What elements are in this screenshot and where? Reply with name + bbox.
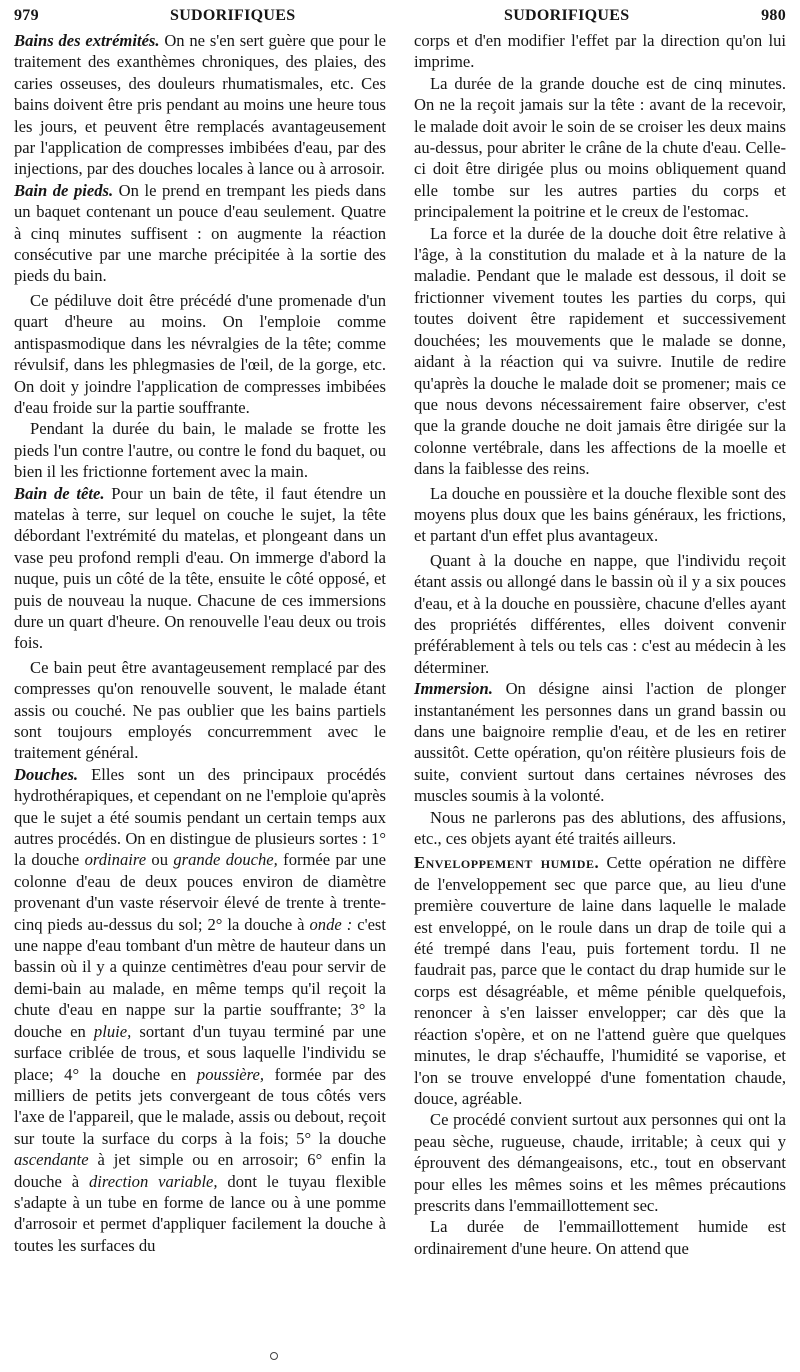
emphasis: pluie,	[93, 1021, 132, 1041]
section-lead: Bain de tête.	[14, 483, 105, 503]
paragraph-enveloppement	[414, 852, 786, 1109]
emphasis: poussière,	[196, 1064, 265, 1084]
paragraph-text: On ne s'en sert guère que pour le traitement des exanthèmes chroniques, des plaies, des caries osseuses, des douleurs rhumatismales, etc. Ces bains doivent être pris pendant au moins une heure tous les jours, et peuvent être remplacés avantageusement par l'application de compresses imbibées d'eau, par des injections, par des douches locales à lance ou à arrosoir.	[14, 31, 386, 179]
paragraph-text: La durée de l'emmaillottement humide est ordinairement d'une heure. On attend que	[414, 1217, 786, 1258]
paragraph-text: formée par des milliers de petits jets convergeant de tous côtés vers l'axe de l'appareil, que le malade, assis ou debout, reçoit sur toute la surface du corps à la fois; 5° la douche	[14, 1064, 386, 1148]
paragraph-text: Nous ne parlerons pas des ablutions, des affusions, etc., ces objets ayant été traités ailleurs.	[414, 807, 786, 849]
section-lead: Immersion.	[414, 679, 493, 699]
paragraph-douches	[14, 764, 386, 1256]
paragraph-text: c'est une nappe d'eau tombant d'un mètre de hauteur dans un bassin où il y a quinze centimètres d'eau pour servir de demi-bain au malade, en même temps qu'il reçoit la chute d'eau en nappe sur la partie souffrante; 3° la douche en	[14, 914, 386, 1041]
paragraph-text: On le prend en trempant les pieds dans un baquet contenant un pouce d'eau seulement. Quatre à cinq minutes suffisent : on augmente la réaction consécutive par une marche précipitée à la sortie des pieds du bain.	[14, 180, 386, 286]
paragraph-force-duree	[414, 223, 786, 480]
paragraph-text: La force et la durée de la douche doit être relative à l'âge, à la constitution du malade et à la nature de la maladie. Pendant que le malade est dessous, il doit se frictionner vivement toutes les parties du corps, qui toutes doivent être rapidement et successivement douchées; les mouvements que le malade se donne, aidant à la réaction qui va suivre. Inutile de redire qu'après la douche le malade doit se promener; mais ce que nous devons nécessairement faire observer, c'est que la grande douche ne doit jamais être dirigée sur la colonne vertébrale, dans les affections de la moelle et dans la faiblesse des reins.	[414, 223, 786, 479]
emphasis: direction variable,	[88, 1171, 218, 1191]
paragraph-pendant-bain	[14, 418, 386, 482]
running-title-right: SUDORIFIQUES	[504, 7, 630, 24]
paragraph-text: Cette opération ne diffère de l'enveloppement sec que parce que, au lieu d'une première couverture de laine dans laquelle le malade est enveloppé, on le roule dans un drap de toile qui a été trempé dans l'eau, puis fortement tordu. Il ne faudrait pas, parce que le contact du drap humide sur le corps est désagréable, et même pénible quelquefois, renoncer à s'en laisser envelopper; car dès que la réaction s'opère, et on ne l'attend guère que quelques minutes, le drap s'échauffe, l'humidité se vaporise, et l'on se trouve enveloppé d'une fomentation chaude, douce, agréable.	[414, 853, 786, 1108]
emphasis: onde :	[309, 914, 353, 934]
emphasis: grande douche,	[173, 850, 278, 870]
left-column	[14, 30, 386, 1256]
running-title-left: SUDORIFIQUES	[170, 7, 296, 24]
section-lead: Bains des extrémités.	[14, 31, 160, 50]
paragraph-text: Ce bain peut être avantageusement remplacé par des compresses qu'on renouvelle souvent, le malade étant assis ou couché. Ne pas oublier que les bains partiels sont toujours employés concurremment avec le traitement général.	[14, 657, 386, 763]
paragraph-procede	[414, 1109, 786, 1216]
paragraph-text: Ce procédé convient surtout aux personnes qui ont la peau sèche, rugueuse, chaude, irritable; à ceux qui y éprouvent des démangeaisons, etc., tout en observant pour elles les mêmes soins et les mêmes précautions prescrits dans l'emmaillottement sec.	[414, 1110, 786, 1215]
page-number-left: 979	[14, 7, 39, 24]
section-lead: Bain de pieds.	[14, 180, 114, 200]
paragraph-text: Elles sont un des principaux procédés hydrothérapiques, et cependant on ne l'emploie qu'après que le sujet a été soumis pendant un certain temps aux autres procédés. On en distingue de plusieurs sortes : 1° la douche	[14, 764, 386, 870]
paragraph-bain-de-tete	[14, 483, 386, 654]
paragraph-text: sortant d'un tuyau terminé par une surface criblée de trous, et sous laquelle l'individu se place; 4° la douche en	[14, 1021, 386, 1084]
paragraph-text: à jet simple ou en arrosoir; 6° enfin la douche à	[14, 1150, 386, 1191]
page-bottom-mark	[270, 1352, 278, 1360]
paragraph-text: dont le tuyau flexible s'adapte à un tube en forme de lance ou à une pomme d'arrosoir et permet d'appliquer facilement la douche à toutes les surfaces du	[14, 1171, 386, 1255]
paragraph-text: Quant à la douche en nappe, que l'individu reçoit étant assis ou allongé dans le bassin où il y a six pouces d'eau, et à la douche en poussière, chacune d'elles ayant des propriétés différentes, elles doivent convenir préférablement à tels ou tels cas : c'est au médecin à les déterminer.	[414, 550, 786, 677]
paragraph-douche-nappe	[414, 550, 786, 678]
paragraph-text: On désigne ainsi l'action de plonger instantanément les personnes dans un grand bassin ou dans une baignoire remplie d'eau, et de les en retirer aussitôt. Cette opération, qu'on réitère plusieurs fois de suite, convient surtout dans certaines névroses des muscles soumis à la volonté.	[414, 679, 786, 806]
paragraph-text: La durée de la grande douche est de cinq minutes. On ne la reçoit jamais sur la tête : avant de la recevoir, le malade doit avoir le soin de se croiser les deux mains au-dessus, pour abriter le crâne de la chute d'eau. Celle-ci doit être dirigée plus ou moins obliquement quand elle tombe sur les autres parties du corps et principalement la poitrine et le creux de l'estomac.	[414, 73, 786, 222]
paragraph-immersion	[414, 678, 786, 806]
paragraph-text: La douche en poussière et la douche flexible sont des moyens plus doux que les bains généraux, les frictions, et partant d'un effet plus avantageux.	[414, 483, 786, 546]
paragraph-text: corps et d'en modifier l'effet par la direction qu'on lui imprime.	[414, 31, 786, 72]
paragraph-text: formée par une colonne d'eau de deux pouces environ de diamètre provenant d'un vaste réservoir élevé de trente à trente-cinq pieds au-dessus du sol; 2° la douche à	[14, 850, 386, 934]
paragraph-text: ou	[146, 850, 174, 870]
section-lead: Enveloppement humide.	[414, 853, 600, 873]
paragraph-text: Ce pédiluve doit être précédé d'une promenade d'un quart d'heure au moins. On l'emploie comme antispasmodique dans les névralgies de la tête; comme révulsif, dans les phlegmasies de l'œil, de la gorge, etc. On doit y joindre l'application de compresses imbibées d'eau froide sur la partie souffrante.	[14, 290, 386, 417]
emphasis: ascendante	[14, 1150, 89, 1170]
page-number-right: 980	[761, 7, 786, 24]
paragraph-pediluve	[14, 290, 386, 418]
paragraph-duree-emmaillottement	[414, 1216, 786, 1259]
paragraph-text: Pour un bain de tête, il faut étendre un matelas à terre, sur lequel on couche le sujet, la tête débordant l'extrémité du matelas, et plongeant dans un vase peu profond rempli d'eau. On immerge d'abord la nuque, puis un côté de la tête, ensuite le côté opposé, et puis de nouveau la nuque. Chacune de ces immersions dure un quart d'heure. On renouvelle l'eau deux ou trois fois.	[14, 483, 387, 653]
paragraph-douche-poussiere	[414, 483, 786, 547]
section-lead: Douches.	[14, 764, 79, 784]
paragraph-continuation	[414, 30, 786, 73]
paragraph-ablutions	[414, 807, 786, 850]
right-column	[414, 30, 786, 1259]
running-header	[14, 3, 786, 33]
paragraph-bains-extremites	[14, 30, 386, 180]
paragraph-bain-de-pieds	[14, 180, 386, 287]
paragraph-text: Pendant la durée du bain, le malade se frotte les pieds l'un contre l'autre, ou contre le fond du baquet, ou bien il les frictionne fortement avec la main.	[14, 419, 386, 482]
paragraph-compresses	[14, 657, 386, 764]
emphasis: ordinaire	[84, 850, 147, 870]
paragraph-duree-grande-douche	[414, 73, 786, 223]
